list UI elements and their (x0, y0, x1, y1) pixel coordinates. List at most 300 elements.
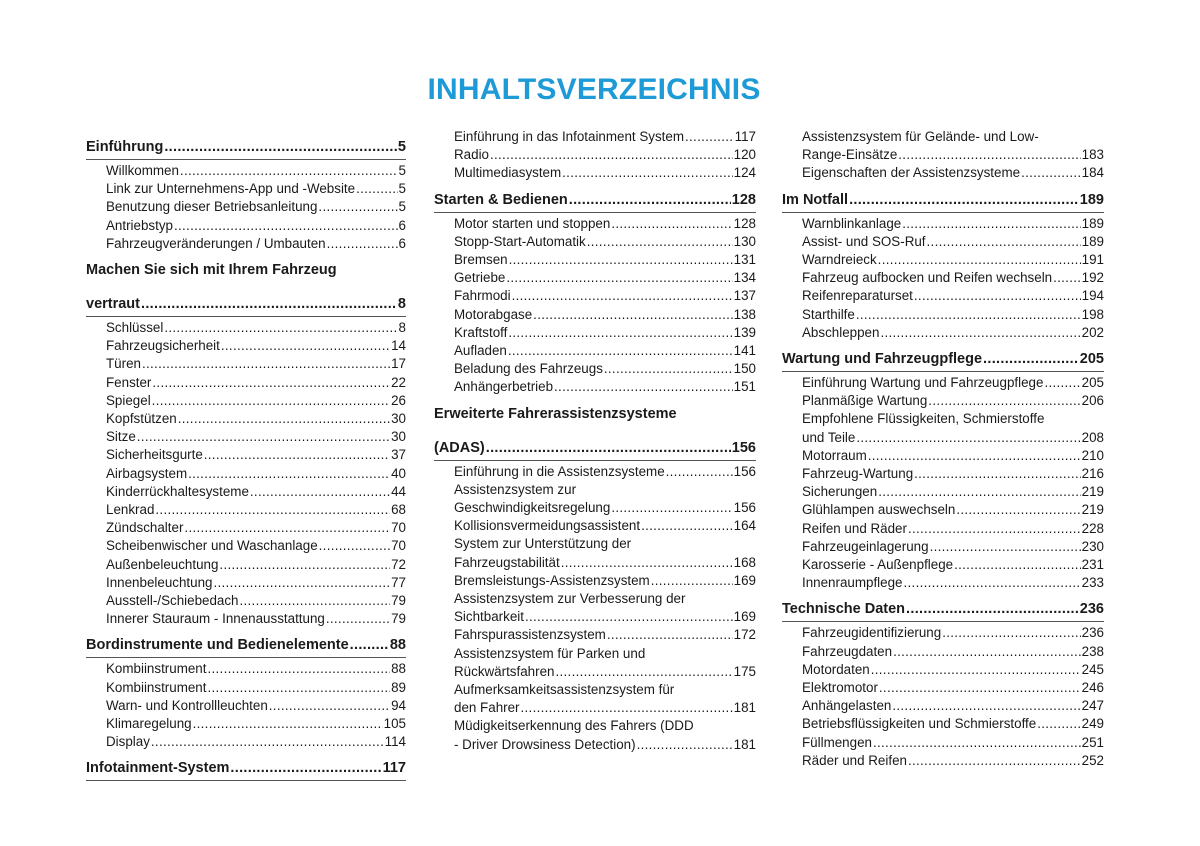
toc-entry[interactable] (106, 319, 406, 337)
leader-dots (880, 324, 1080, 342)
leader-dots (871, 661, 1081, 679)
entry-page: 184 (1081, 165, 1104, 181)
section-page: 156 (731, 439, 756, 456)
toc-section (434, 128, 756, 183)
entry-page: 137 (733, 288, 756, 304)
toc-entry[interactable] (454, 499, 756, 517)
leader-dots (152, 392, 390, 410)
toc-entry[interactable] (454, 251, 756, 269)
entry-label: Geschwindigkeitsregelung (454, 500, 611, 516)
toc-section (434, 405, 756, 754)
toc-entry[interactable] (802, 483, 1104, 501)
leader-dots (508, 324, 732, 342)
entry-label: Planmäßige Wartung (802, 393, 928, 409)
toc-entries (434, 215, 756, 397)
leader-dots (878, 251, 1081, 269)
toc-entry[interactable] (802, 164, 1104, 182)
section-heading[interactable] (86, 636, 406, 658)
entry-label: den Fahrer (454, 700, 520, 716)
toc-entry[interactable] (106, 610, 406, 628)
leader-dots (641, 517, 733, 535)
toc-column-2 (434, 128, 756, 754)
toc-entry[interactable] (454, 360, 756, 378)
entry-page: 164 (733, 518, 756, 534)
toc-entry[interactable] (454, 342, 756, 360)
section-heading[interactable] (782, 350, 1104, 372)
toc-entry[interactable] (106, 355, 406, 373)
toc-entries (782, 128, 1104, 183)
toc-entry[interactable] (454, 306, 756, 324)
toc-section (782, 600, 1104, 770)
entry-page: 245 (1081, 661, 1104, 677)
toc-entry[interactable] (802, 574, 1104, 592)
entry-label: Anhängerbetrieb (454, 379, 554, 395)
leader-dots (509, 251, 733, 269)
entry-page: 194 (1081, 288, 1104, 304)
entry-page: 191 (1081, 252, 1104, 268)
entry-label: Kollisionsvermeidungsassistent (454, 518, 641, 534)
entry-label: Fahrzeugsicherheit (106, 338, 220, 354)
toc-entry[interactable] (106, 679, 406, 697)
leader-dots (908, 752, 1081, 770)
entry-page: 134 (733, 270, 756, 286)
entry-page: 252 (1081, 752, 1104, 768)
entry-page: 105 (383, 716, 406, 732)
leader-dots (906, 600, 1079, 618)
entry-page: 249 (1081, 716, 1104, 732)
entry-page: 206 (1081, 393, 1104, 409)
toc-entry[interactable] (454, 517, 756, 535)
toc-section (782, 350, 1104, 592)
toc-entry[interactable] (454, 324, 756, 342)
leader-dots (155, 501, 390, 519)
leader-dots (554, 378, 733, 396)
entry-label: Bremsleistungs-Assistenzsystem (454, 572, 650, 588)
toc-entry[interactable] (106, 733, 406, 751)
leader-dots (490, 146, 733, 164)
leader-dots (204, 446, 390, 464)
entry-label: Stopp-Start-Automatik (454, 233, 586, 249)
toc-entry[interactable] (454, 626, 756, 644)
toc-entry[interactable] (106, 556, 406, 574)
entry-label: Innenbeleuchtung (106, 574, 213, 590)
toc-section (434, 191, 756, 397)
toc-entry[interactable] (802, 324, 1104, 342)
entry-page: 128 (733, 215, 756, 231)
leader-dots (506, 269, 732, 287)
toc-entry[interactable] (454, 287, 756, 305)
entry-label: Fahrmodi (454, 288, 511, 304)
toc-entry[interactable] (106, 715, 406, 733)
leader-dots (611, 499, 732, 517)
leader-dots (878, 483, 1080, 501)
entry-page: 94 (391, 697, 406, 713)
toc-entry[interactable] (106, 519, 406, 537)
toc-entry[interactable] (106, 697, 406, 715)
toc-entry[interactable] (802, 643, 1104, 661)
leader-dots (587, 233, 733, 251)
toc-entry[interactable] (802, 447, 1104, 465)
leader-dots (213, 574, 390, 592)
leader-dots (604, 360, 733, 378)
entry-label: Räder und Reifen (802, 752, 907, 768)
toc-entry[interactable] (454, 463, 756, 481)
entry-page: 138 (733, 306, 756, 322)
entry-label: Klimaregelung (106, 716, 192, 732)
entry-label: Füllmengen (802, 734, 872, 750)
entry-label: Kombiinstrument (106, 679, 207, 695)
toc-entry[interactable] (802, 392, 1104, 410)
page-title: INHALTSVERZEICHNIS (427, 73, 761, 106)
toc-entry[interactable] (454, 215, 756, 233)
entry-label-line1: Assistenzsystem für Parken und (454, 645, 646, 661)
entry-page: 251 (1081, 734, 1104, 750)
entry-label: - Driver Drowsiness Detection) (454, 736, 636, 752)
entry-label: Aufladen (454, 343, 507, 359)
entry-page: 198 (1081, 306, 1104, 322)
entry-page: 5 (398, 181, 406, 197)
entry-label: Schlüssel (106, 320, 164, 336)
toc-entry[interactable] (454, 269, 756, 287)
entry-page: 181 (733, 736, 756, 752)
entry-page: 246 (1081, 680, 1104, 696)
entry-page: 5 (398, 199, 406, 215)
entry-label: Warndreieck (802, 252, 877, 268)
toc-entry[interactable] (454, 572, 756, 590)
entry-label: Reifenreparaturset (802, 288, 913, 304)
section-heading[interactable] (434, 191, 756, 213)
leader-dots (873, 734, 1081, 752)
entry-label: Willkommen (106, 163, 179, 178)
leader-dots (350, 636, 389, 654)
leader-dots (569, 191, 731, 209)
entry-label: Fahrzeug-Wartung (802, 466, 914, 482)
entry-label: Radio (454, 147, 489, 163)
toc-column-3 (782, 128, 1104, 770)
toc-entry[interactable] (106, 180, 406, 198)
entry-page: 139 (733, 324, 756, 340)
leader-dots (240, 592, 391, 610)
leader-dots (914, 287, 1081, 305)
entry-label: Motorraum (802, 447, 867, 463)
toc-entry[interactable] (106, 483, 406, 501)
entry-page: 219 (1081, 502, 1104, 518)
entry-label: Außenbeleuchtung (106, 556, 219, 572)
leader-dots (250, 483, 390, 501)
entry-label: Fenster (106, 374, 152, 390)
entry-label: Eigenschaften der Assistenzsysteme (802, 165, 1021, 181)
toc-entry[interactable] (802, 233, 1104, 251)
toc-entry[interactable] (802, 215, 1104, 233)
entry-page: 6 (398, 217, 406, 233)
leader-dots (954, 556, 1081, 574)
entry-page: 44 (391, 483, 406, 499)
entry-page: 236 (1081, 625, 1104, 641)
toc-entries (86, 319, 406, 628)
toc-entry[interactable] (802, 679, 1104, 697)
entry-page: 151 (733, 379, 756, 395)
toc-entries (782, 624, 1104, 770)
toc-entry[interactable] (106, 410, 406, 428)
toc-entry[interactable] (802, 287, 1104, 305)
leader-dots (230, 759, 381, 777)
leader-dots (914, 465, 1081, 483)
leader-dots (892, 697, 1080, 715)
entry-label-line1: System zur Unterstützung der (454, 536, 632, 552)
toc-entry[interactable] (106, 592, 406, 610)
entry-label-line1: Assistenzsystem zur (454, 481, 577, 497)
leader-dots (908, 520, 1081, 538)
entry-label: Sitze (106, 429, 136, 445)
section-heading[interactable] (86, 138, 406, 160)
entry-page: 6 (398, 235, 406, 251)
entry-label: Einführung in das Infotainment System (454, 129, 685, 144)
entry-label: Ausstell-/Schiebedach (106, 593, 239, 609)
toc-entry[interactable] (802, 251, 1104, 269)
leader-dots (983, 350, 1079, 368)
entry-page: 247 (1081, 698, 1104, 714)
entry-label: Fahrzeugveränderungen / Umbauten (106, 235, 326, 251)
entry-label: Kopfstützen (106, 411, 177, 427)
leader-dots (193, 715, 383, 733)
entry-page: 22 (391, 374, 406, 390)
section-title: Starten & Bedienen (434, 191, 568, 208)
entry-page: 175 (733, 663, 756, 679)
leader-dots (849, 191, 1079, 209)
entry-label: Fahrzeugdaten (802, 643, 893, 659)
entry-label-line1: Aufmerksamkeitsassistenzsystem für (454, 682, 675, 698)
toc-entries (86, 660, 406, 751)
toc-entry[interactable] (106, 374, 406, 392)
entry-label: Türen (106, 356, 141, 372)
entry-page: 14 (391, 338, 406, 354)
leader-dots (856, 429, 1080, 447)
leader-dots (1044, 374, 1080, 392)
leader-dots (561, 554, 733, 572)
entry-page: 172 (733, 627, 756, 643)
toc-entry[interactable] (802, 624, 1104, 642)
toc-entry[interactable] (106, 465, 406, 483)
leader-dots (219, 556, 390, 574)
toc-entry[interactable] (802, 715, 1104, 733)
toc-entries (86, 162, 406, 253)
entry-label: Beladung des Fahrzeugs (454, 361, 603, 377)
entry-label: Anhängelasten (802, 698, 892, 714)
toc-entry[interactable] (802, 752, 1104, 770)
toc-entry[interactable] (802, 146, 1104, 164)
section-title: Bordinstrumente und Bedienelemente (86, 637, 349, 654)
leader-dots (956, 501, 1080, 519)
entry-page: 156 (733, 463, 756, 479)
leader-dots (856, 306, 1081, 324)
toc-entry[interactable] (802, 306, 1104, 324)
entry-page: 79 (391, 593, 406, 609)
toc-entry[interactable] (802, 520, 1104, 538)
leader-dots (221, 337, 390, 355)
leader-dots (151, 733, 384, 751)
leader-dots (868, 447, 1081, 465)
toc-entry[interactable] (106, 446, 406, 464)
entry-label: Range-Einsätze (802, 147, 898, 163)
toc-entry[interactable] (802, 734, 1104, 752)
toc-column-1 (86, 128, 406, 783)
leader-dots (486, 439, 731, 457)
section-title: Technische Daten (782, 601, 906, 618)
leader-dots (893, 643, 1081, 661)
toc-section (86, 138, 406, 253)
section-heading[interactable] (782, 191, 1104, 213)
toc-entry[interactable] (802, 556, 1104, 574)
leader-dots (879, 679, 1081, 697)
entry-label: Warn- und Kontrollleuchten (106, 697, 268, 713)
leader-dots (521, 699, 733, 717)
entry-page: 70 (391, 538, 406, 554)
entry-page: 37 (391, 447, 406, 463)
section-heading[interactable] (86, 759, 406, 781)
toc-entry[interactable] (454, 554, 756, 572)
entry-label: Bremsen (454, 252, 508, 268)
toc-entry[interactable] (106, 501, 406, 519)
leader-dots (508, 342, 733, 360)
toc-entry[interactable] (802, 538, 1104, 556)
entry-label: Betriebsflüssigkeiten und Schmierstoffe (802, 716, 1037, 732)
entry-page: 189 (1081, 233, 1104, 249)
entry-page: 169 (733, 609, 756, 625)
toc-entry[interactable] (454, 128, 756, 146)
entry-page: 208 (1081, 429, 1104, 445)
toc-entry[interactable] (106, 428, 406, 446)
toc-entry[interactable] (106, 337, 406, 355)
toc-entry[interactable] (802, 269, 1104, 287)
entry-label: Motorabgase (454, 306, 533, 322)
entry-label: Fahrspurassistenzsystem (454, 627, 606, 643)
entry-label: Benutzung dieser Betriebsanleitung (106, 199, 318, 215)
toc-entry[interactable] (454, 233, 756, 251)
entry-label: Kinderrückhaltesysteme (106, 483, 249, 499)
toc-entry[interactable] (106, 235, 406, 253)
leader-dots (174, 217, 398, 235)
leader-dots (512, 287, 733, 305)
toc-entry[interactable] (802, 374, 1104, 392)
section-heading[interactable] (86, 295, 406, 317)
toc-entry[interactable] (802, 501, 1104, 519)
entry-page: 168 (733, 554, 756, 570)
entry-page: 141 (733, 343, 756, 359)
entry-page: 233 (1081, 575, 1104, 591)
leader-dots (607, 626, 733, 644)
leader-dots (319, 537, 390, 555)
toc-entry[interactable] (106, 574, 406, 592)
toc-entry[interactable] (454, 736, 756, 754)
toc-entry[interactable] (106, 537, 406, 555)
toc-entry[interactable] (802, 661, 1104, 679)
entry-page: 17 (391, 356, 406, 372)
entry-page: 150 (733, 361, 756, 377)
leader-dots (188, 465, 390, 483)
entry-label: Zündschalter (106, 520, 184, 536)
entry-page: 231 (1081, 557, 1104, 573)
leader-dots (927, 233, 1081, 251)
toc-entry[interactable] (106, 198, 406, 216)
toc-entry[interactable] (802, 697, 1104, 715)
leader-dots (141, 295, 397, 313)
toc-entry[interactable] (454, 699, 756, 717)
toc-entry[interactable] (454, 663, 756, 681)
entry-page: 210 (1081, 447, 1104, 463)
toc-section (86, 636, 406, 751)
section-title: Einführung (86, 139, 164, 155)
leader-dots (164, 138, 397, 156)
leader-dots (637, 736, 733, 754)
toc-entries (434, 128, 756, 183)
section-heading[interactable] (434, 439, 756, 461)
entry-label: Multimediasystem (454, 165, 562, 181)
section-page: 128 (731, 191, 756, 208)
leader-dots (533, 306, 732, 324)
toc-entry[interactable] (106, 217, 406, 235)
entry-page: 68 (391, 502, 406, 518)
section-heading[interactable] (782, 600, 1104, 622)
toc-entry[interactable] (802, 465, 1104, 483)
toc-entry[interactable] (454, 146, 756, 164)
leader-dots (1021, 164, 1081, 182)
toc-entry[interactable] (106, 660, 406, 678)
toc-entry[interactable] (106, 162, 406, 180)
entry-label: Innenraumpflege (802, 575, 903, 591)
leader-dots (930, 538, 1081, 556)
toc-entry[interactable] (106, 392, 406, 410)
section-page: 205 (1079, 351, 1104, 368)
toc-entries (434, 463, 756, 754)
entry-label: Innerer Stauraum - Innenausstattung (106, 611, 325, 627)
entry-page: 72 (391, 556, 406, 572)
entry-page: 79 (391, 611, 406, 627)
toc-entry[interactable] (454, 608, 756, 626)
leader-dots (207, 679, 390, 697)
toc-entry[interactable] (802, 429, 1104, 447)
section-title: Wartung und Fahrzeugpflege (782, 351, 983, 368)
entry-label: Sicherheitsgurte (106, 447, 203, 463)
entry-page: 5 (398, 163, 406, 178)
entry-label-line1: Empfohlene Flüssigkeiten, Schmierstoffe (802, 411, 1045, 427)
entry-label: Kombiinstrument (106, 661, 207, 677)
leader-dots (1053, 269, 1081, 287)
entry-page: 219 (1081, 484, 1104, 500)
entry-label: Einführung Wartung und Fahrzeugpflege (802, 375, 1044, 391)
section-page: 117 (382, 760, 406, 777)
entry-label: Kraftstoff (454, 324, 508, 340)
entry-label: Fahrzeugeinlagerung (802, 538, 929, 554)
toc-entry[interactable] (454, 164, 756, 182)
entry-page: 114 (384, 734, 406, 750)
entry-label: Abschleppen (802, 324, 880, 340)
section-page: 236 (1079, 601, 1104, 618)
leader-dots (666, 463, 733, 481)
leader-dots (178, 410, 390, 428)
section-page: 8 (397, 296, 406, 313)
entry-label-line1: Müdigkeitserkennung des Fahrers (DDD (454, 718, 694, 734)
leader-dots (685, 128, 734, 146)
leader-dots (327, 235, 398, 253)
leader-dots (1037, 715, 1080, 733)
toc-entry[interactable] (454, 378, 756, 396)
section-title: vertraut (86, 296, 140, 313)
entry-label: Karosserie - Außenpflege (802, 557, 954, 573)
entry-page: 117 (734, 129, 756, 144)
section-title-line1: Machen Sie sich mit Ihrem Fahrzeug (86, 262, 337, 279)
entry-label: Assist- und SOS-Ruf (802, 233, 926, 249)
section-title-line1: Erweiterte Fahrerassistenzsysteme (434, 405, 677, 422)
